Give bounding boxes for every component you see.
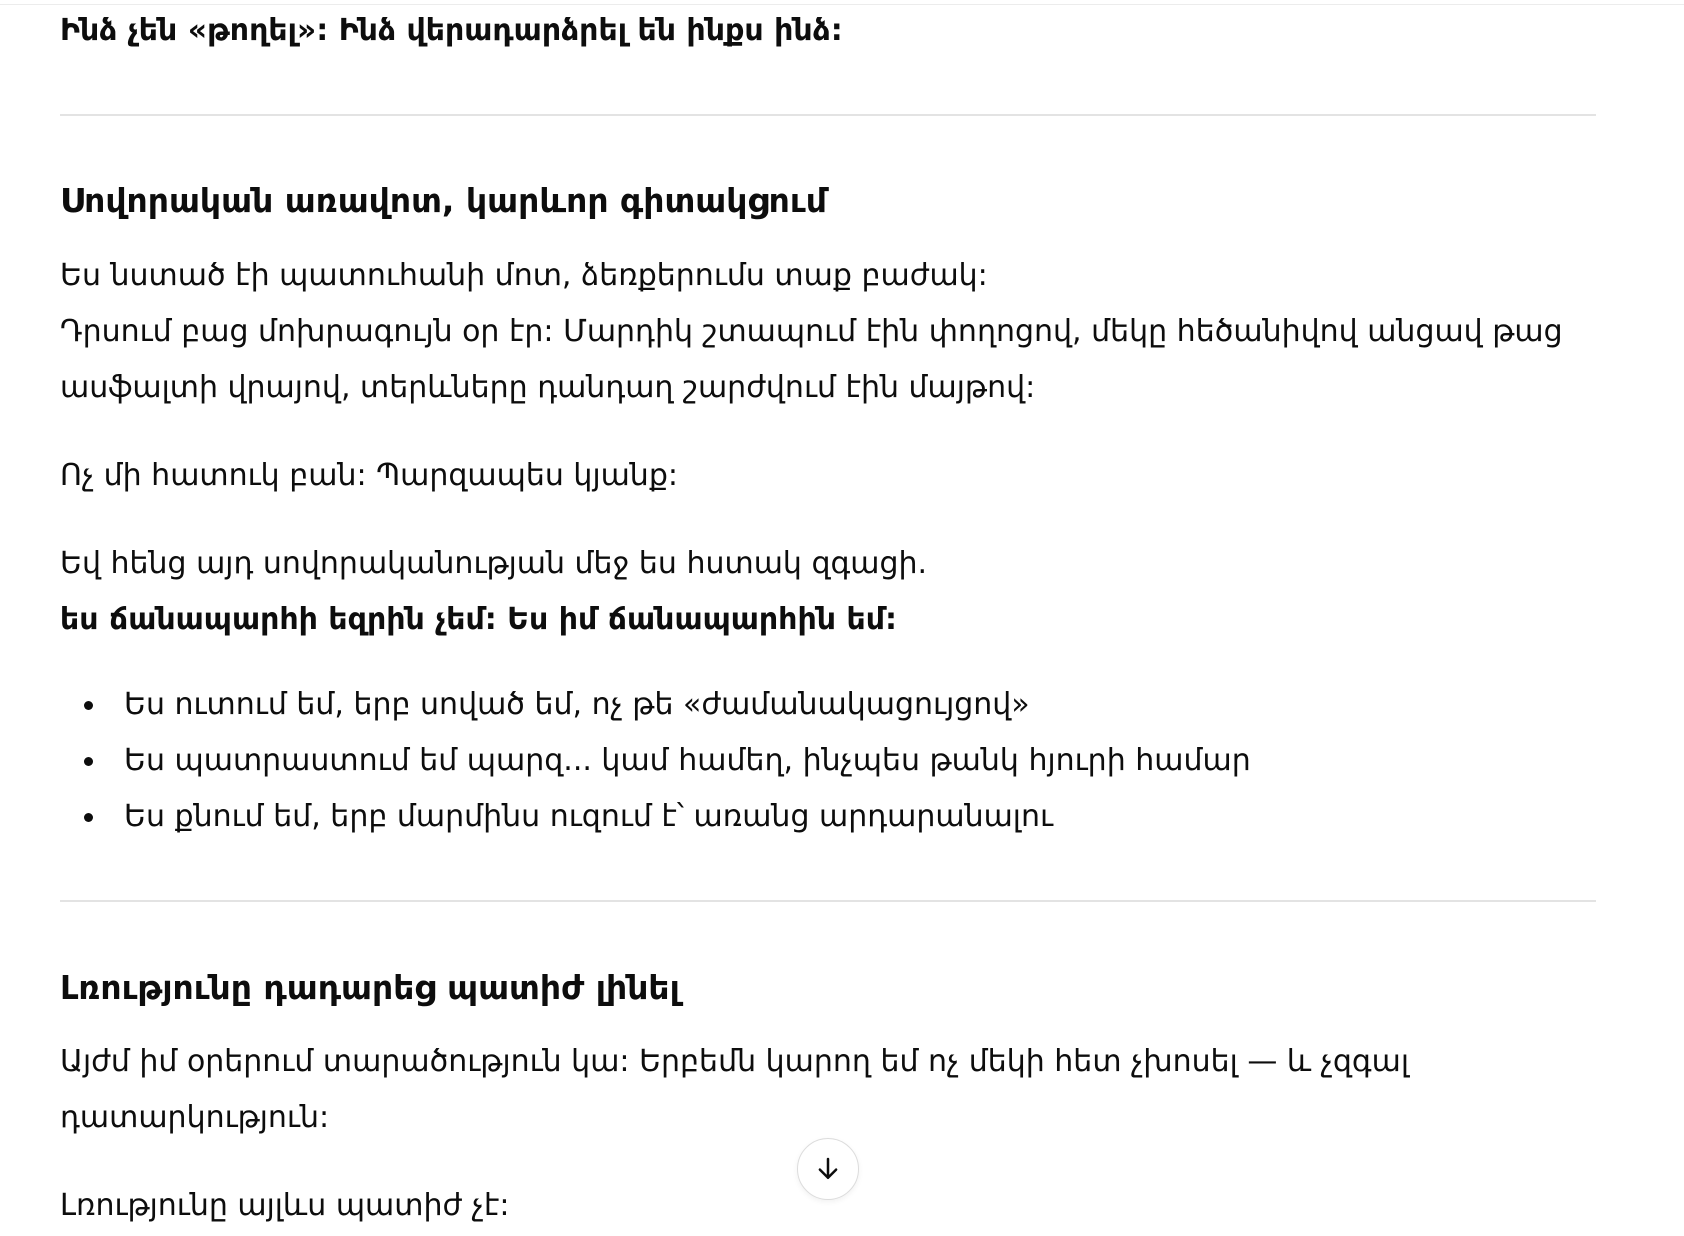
bullet-icon [84, 813, 93, 822]
paragraph-bold-line: ես ճանապարհի եզրին չեմ: Ես իմ ճանապարհին եմ: [60, 602, 897, 637]
section-heading: Սովորական առավոտ, կարևոր գիտակցում [60, 181, 827, 220]
bullet-icon [84, 701, 93, 710]
list-item-text: Ես քնում եմ, երբ մարմինս ուզում է՝ առանց արդարանալու [124, 799, 1054, 834]
list-item-text: Ես ուտում եմ, երբ սոված եմ, ոչ թե «ժամանակացույցով» [124, 687, 1030, 722]
section-heading: Լռությունը դադարեց պատիժ լինել [60, 968, 680, 1007]
paragraph: Ոչ մի հատուկ բան: Պարզապես կյանք: [60, 458, 679, 493]
top-border [0, 4, 1684, 5]
paragraph-line: Ես նստած էի պատուհանի մոտ, ձեռքերումս տաք բաժակ: [60, 258, 988, 293]
paragraph-line: Այժմ իմ օրերում տարածություն կա: Երբեմն կարող եմ ոչ մեկի հետ չխոսել — և չզգալ [60, 1044, 1410, 1079]
paragraph-line: դատարկություն: [60, 1100, 330, 1135]
list-item [60, 677, 1251, 733]
divider [60, 114, 1596, 116]
list-item [60, 789, 1251, 845]
bullet-icon [84, 757, 93, 766]
arrow-down-icon [813, 1154, 843, 1184]
list-item-text: Ես պատրաստում եմ պարզ... կամ համեղ, ինչպես թանկ հյուրի համար [124, 743, 1251, 778]
paragraph: Լռությունը այլևս պատիժ չէ: [60, 1188, 510, 1223]
paragraph-line: Դրսում բաց մոխրագույն օր էր: Մարդիկ շտապում էին փողոցով, մեկը հեծանիվով անցավ թաց [60, 314, 1563, 349]
list-item [60, 733, 1251, 789]
paragraph-line: Եվ հենց այդ սովորականության մեջ ես հստակ զգացի. [60, 546, 928, 581]
lead-bold-text: Ինձ չեն «թողել»: Ինձ վերադարձրել են ինքս ինձ: [60, 13, 843, 48]
bullet-list [60, 677, 1251, 845]
divider [60, 900, 1596, 902]
paragraph-line: ասֆալտի վրայով, տերևները դանդաղ շարժվում էին մայթով: [60, 370, 1036, 405]
scroll-to-bottom-button[interactable] [797, 1138, 859, 1200]
